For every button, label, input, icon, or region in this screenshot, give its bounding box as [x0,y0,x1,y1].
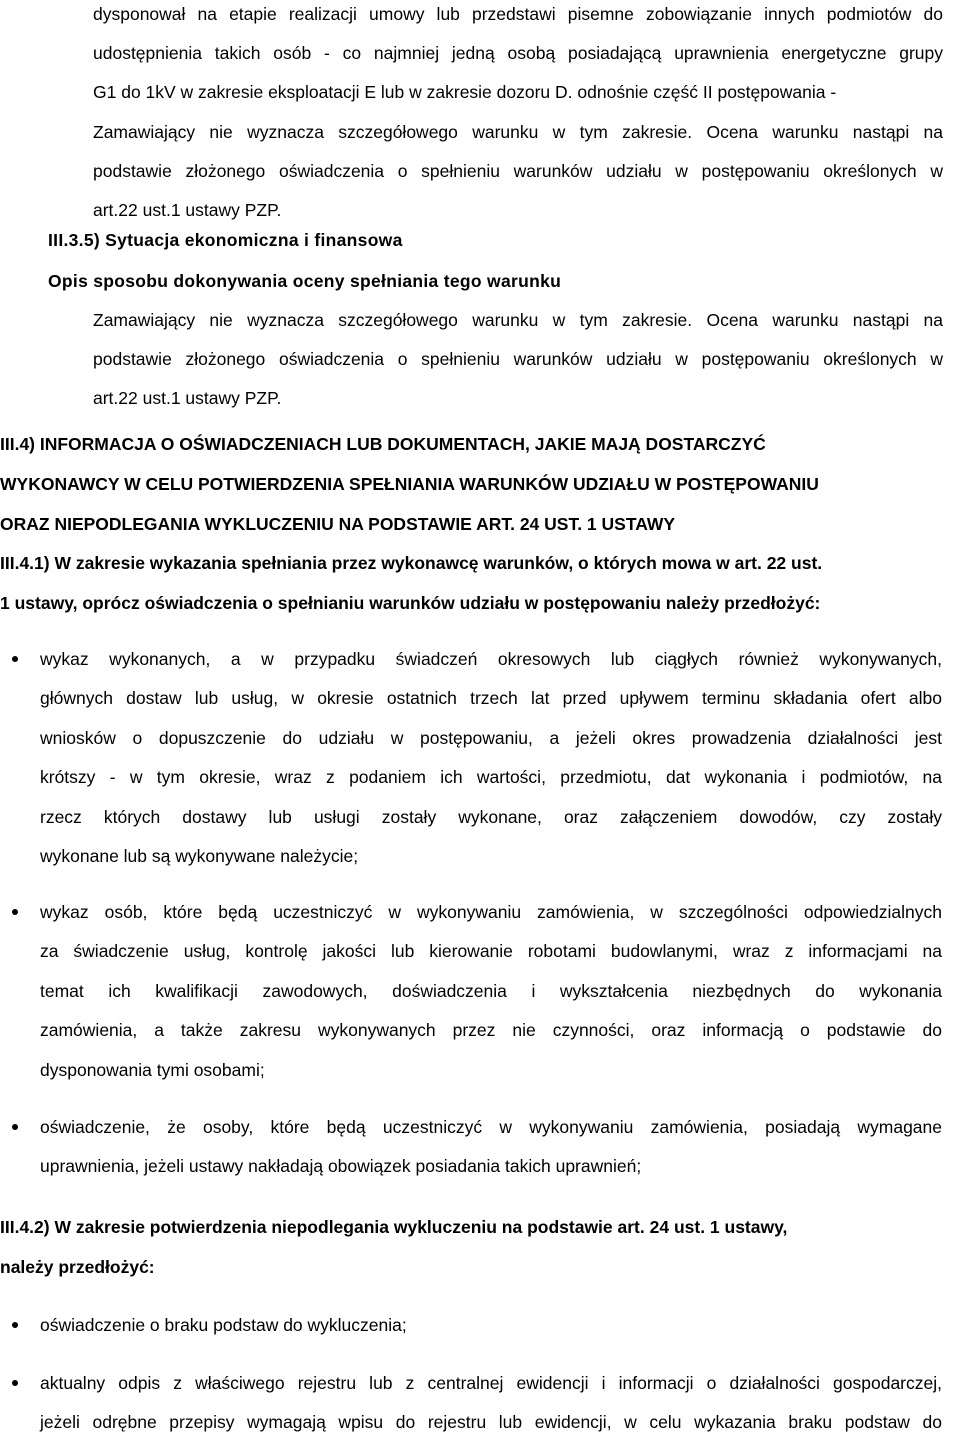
paragraph-line: podstawie złożonego oświadczenia o spełnieniu warunków udziału w postępowaniu określonych w [93,160,943,181]
paragraph-line: G1 do 1kV w zakresie eksploatacji E lub w zakresie dozoru D. odnośnie część II postępowania - [93,82,837,103]
list-item-line: za świadczenie usług, kontrolę jakości lub kierowanie robotami budowlanymi, wraz z informacjami na [40,941,942,962]
paragraph-line: podstawie złożonego oświadczenia o spełnieniu warunków udziału w postępowaniu określonych w [93,349,943,370]
list-item-line: temat ich kwalifikacji zawodowych, doświadczenia i wykształcenia niezbędnych do wykonania [40,980,942,1001]
list-item-line: oświadczenie, że osoby, które będą uczestniczyć w wykonywaniu zamówienia, posiadają wymagane [40,1117,942,1137]
bullet-icon [12,1380,18,1386]
paragraph-line: art.22 ust.1 ustawy PZP. [93,388,282,409]
list-item-line: oświadczenie o braku podstaw do wykluczenia; [40,1315,407,1335]
paragraph-line: Zamawiający nie wyznacza szczegółowego warunku w tym zakresie. Ocena warunku nastąpi na [93,121,943,142]
list-item-line: zamówienia, a także zakresu wykonywanych przez nie czynności, oraz informacją o podstawie do [40,1020,942,1041]
section-341-heading [0,543,960,623]
bullet-list [0,640,960,876]
bullet-icon [12,1322,18,1328]
heading-line [0,504,930,544]
list-item-line: wykaz osób, które będą uczestniczyć w wykonywaniu zamówienia, w szczególności odpowiedzialnych [40,902,942,922]
paragraph-line: art.22 ust.1 ustawy PZP. [93,200,282,221]
list-item-line: aktualny odpis z właściwego rejestru lub z centralnej ewidencji i informacji o działalności gospodarczej, [40,1373,942,1393]
heading-line-text: WYKONAWCY W CELU POTWIERDZENIA SPEŁNIANIA WARUNKÓW UDZIAŁU W POSTĘPOWANIU [0,474,819,494]
list-item [0,893,942,1090]
bullet-list [0,893,960,1090]
list-item-line: głównych dostaw lub usług, w okresie ostatnich trzech lat przed upływem terminu składania ofert albo [40,688,942,709]
paragraph-line: Zamawiający nie wyznacza szczegółowego warunku w tym zakresie. Ocena warunku nastąpi na [93,310,943,330]
bullet-icon [12,909,18,915]
list-item-line: wykonane lub są wykonywane należycie; [40,846,359,867]
list-item-line: uprawnienia, jeżeli ustawy nakładają obowiązek posiadania takich uprawnień; [40,1156,642,1177]
list-item-line: wniosków o dopuszczenie do udziału w postępowaniu, a jeżeli okres prowadzenia działalności jest [40,727,942,748]
heading-line [0,424,930,464]
list-item-line: rzecz których dostawy lub usługi zostały wykonane, oraz załączeniem dowodów, czy zostały [40,806,942,827]
bullet-list [0,1306,960,1345]
section-34-heading [0,424,930,544]
heading-line: III.4.2) W zakresie potwierdzenia niepodlegania wykluczeniu na podstawie art. 24 ust. 1 ustawy, [0,1217,788,1237]
heading-line: 1 ustawy, oprócz oświadczenia o spełnianiu warunków udziału w postępowaniu należy przedłożyć: [0,593,821,613]
list-item [0,640,942,876]
list-item-line: wykaz wykonanych, a w przypadku świadczeń okresowych lub ciągłych również wykonywanych, [40,649,942,669]
section-35-paragraph [93,301,943,419]
section-342-heading [0,1207,960,1287]
list-item-line: jeżeli odrębne przepisy wymagają wpisu do rejestru lub ewidencji, w celu wykazania braku podstaw do [40,1412,942,1433]
top-paragraph [93,0,943,230]
heading-line [0,464,930,504]
section-35-subheading: Opis sposobu dokonywania oceny spełniania tego warunku [48,271,562,291]
bullet-icon [12,1124,18,1130]
bullet-list [0,1108,960,1187]
list-item [0,1364,942,1443]
bullet-list [0,1364,960,1443]
heading-line-text: ORAZ NIEPODLEGANIA WYKLUCZENIU NA PODSTAWIE ART. 24 UST. 1 USTAWY [0,514,676,534]
heading-line: należy przedłożyć: [0,1257,155,1277]
list-item-line: dysponowania tymi osobami; [40,1059,265,1080]
list-item [0,1108,942,1187]
list-item [0,1306,942,1345]
heading-line-text: III.4) INFORMACJA O OŚWIADCZENIACH LUB DOKUMENTACH, JAKIE MAJĄ DOSTARCZYĆ [0,434,766,454]
paragraph-line: udostępnienia takich osób - co najmniej jedną osobą posiadającą uprawnienia energetyczne grupy [93,43,943,64]
section-35-heading: III.3.5) Sytuacja ekonomiczna i finansowa [48,230,403,250]
list-item-line: krótszy - w tym okresie, wraz z podaniem ich wartości, przedmiotu, dat wykonania i podmiotów, na [40,767,942,788]
heading-line: III.4.1) W zakresie wykazania spełniania przez wykonawcę warunków, o których mowa w art. 22 ust. [0,553,823,573]
paragraph-line: dysponował na etapie realizacji umowy lub przedstawi pisemne zobowiązanie innych podmiotów do [93,4,943,24]
bullet-icon [12,656,18,662]
